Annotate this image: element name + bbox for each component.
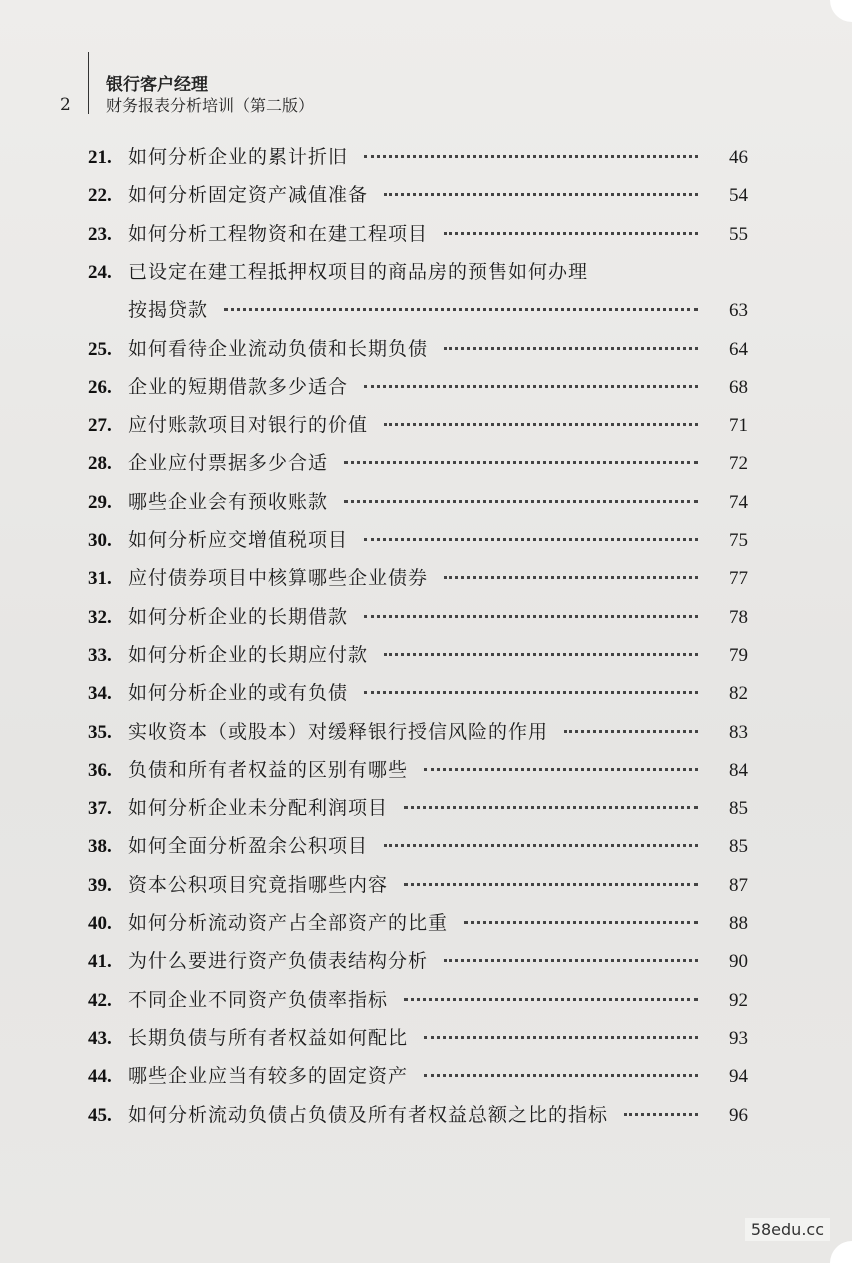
- dot-leader: [444, 345, 698, 350]
- toc-entry: [88, 219, 748, 249]
- toc-entry-number: 21.: [88, 147, 112, 168]
- toc-entry-number: 25.: [88, 338, 112, 360]
- toc-entry-number: 39.: [88, 874, 112, 896]
- toc-entry-page: 71: [729, 415, 748, 437]
- dot-leader: [344, 498, 698, 503]
- dot-leader: [404, 881, 698, 886]
- toc-entry-title-continued: 按揭贷款: [128, 299, 209, 322]
- toc-entry-number: 29.: [88, 491, 112, 513]
- toc-entry: [88, 1023, 748, 1053]
- toc-entry: [88, 602, 748, 632]
- toc-entry: [88, 448, 748, 478]
- toc-entry-number: 38.: [88, 836, 112, 858]
- toc-entry: [88, 717, 748, 747]
- dot-leader: [444, 957, 698, 962]
- book-title: 银行客户经理: [106, 75, 208, 95]
- toc-entry-title: 如何分析企业的长期借款: [128, 605, 349, 628]
- toc-entry-title: 如何分析企业的长期应付款: [128, 643, 369, 666]
- watermark: 58edu.cc: [745, 1218, 830, 1241]
- toc-entry: [88, 870, 748, 900]
- toc-entry-title: 如何分析企业未分配利润项目: [128, 797, 389, 820]
- toc-entry-title: 如何分析工程物资和在建工程项目: [128, 222, 429, 245]
- dot-leader: [344, 459, 698, 464]
- toc-entry-page: 74: [729, 491, 748, 513]
- toc-entry: [88, 563, 748, 593]
- toc-entry: [88, 755, 748, 785]
- toc-entry-page: 90: [729, 951, 748, 973]
- toc-entry-number: 28.: [88, 453, 112, 475]
- toc-entry-title: 如何全面分析盈余公积项目: [128, 835, 369, 858]
- toc-entry-title: 企业的短期借款多少适合: [128, 375, 349, 398]
- dot-leader: [384, 191, 698, 196]
- dot-leader: [424, 1034, 698, 1039]
- toc-entry-page: 85: [729, 798, 748, 820]
- toc-entry-page: 83: [729, 721, 748, 743]
- toc-entry-continuation: [88, 295, 748, 325]
- dot-leader: [464, 919, 698, 924]
- toc-entry: [88, 142, 748, 172]
- toc-entry-number: 23.: [88, 223, 112, 245]
- dot-leader: [384, 842, 698, 847]
- toc-entry: [88, 257, 748, 287]
- toc-entry-page: 87: [729, 874, 748, 896]
- toc-entry: [88, 985, 748, 1015]
- toc-entry: [88, 372, 748, 402]
- toc-entry-number: 43.: [88, 1027, 112, 1049]
- dot-leader: [404, 996, 698, 1001]
- toc-entry-number: 35.: [88, 721, 112, 743]
- toc-entry: [88, 946, 748, 976]
- toc-entry: [88, 180, 748, 210]
- toc-entry-page: 72: [729, 453, 748, 475]
- dot-leader: [444, 574, 698, 579]
- dot-leader: [404, 804, 698, 809]
- dot-leader: [424, 766, 698, 771]
- toc-entry-page: 85: [729, 836, 748, 858]
- dot-leader: [444, 230, 698, 235]
- toc-entry: [88, 908, 748, 938]
- book-subtitle: 财务报表分析培训（第二版）: [106, 96, 315, 115]
- toc-entry-title: 为什么要进行资产负债表结构分析: [128, 950, 429, 973]
- toc-entry-number: 30.: [88, 530, 112, 551]
- toc-entry-number: 34.: [88, 683, 112, 705]
- toc-entry-title: 长期负债与所有者权益如何配比: [128, 1026, 409, 1049]
- toc-entry-number: 33.: [88, 644, 112, 666]
- toc-entry-title: 如何分析固定资产减值准备: [128, 184, 369, 207]
- toc-entry-number: 40.: [88, 913, 112, 934]
- toc-entry-title: 应付债券项目中核算哪些企业债券: [128, 567, 429, 590]
- toc-entry-page: 82: [729, 683, 748, 705]
- toc-entry-page: 54: [729, 185, 748, 207]
- toc-entry-page: 68: [729, 376, 748, 398]
- dot-leader: [364, 613, 698, 618]
- toc-entry-title: 企业应付票据多少合适: [128, 452, 329, 475]
- toc-entry: [88, 525, 748, 555]
- toc-entry-title: 如何分析应交增值税项目: [128, 529, 349, 551]
- dot-leader: [424, 1072, 698, 1077]
- dot-leader: [384, 421, 698, 426]
- toc-entry-page: 77: [729, 568, 748, 590]
- dot-leader: [224, 306, 698, 311]
- toc-entry-title: 如何分析流动负债占负债及所有者权益总额之比的指标: [128, 1103, 609, 1126]
- toc-entry-number: 45.: [88, 1104, 112, 1126]
- toc-entry: [88, 487, 748, 517]
- toc-entry-number: 37.: [88, 798, 112, 820]
- toc-entry-number: 42.: [88, 989, 112, 1011]
- toc-entry-page: 55: [729, 223, 748, 245]
- toc-entry-title: 实收资本（或股本）对缓释银行授信风险的作用: [128, 720, 549, 743]
- toc-entry-number: 27.: [88, 415, 112, 437]
- toc-entry-page: 79: [729, 644, 748, 666]
- toc-entry-page: 64: [729, 338, 748, 360]
- toc-entry-number: 44.: [88, 1066, 112, 1088]
- toc-entry: [88, 1061, 748, 1091]
- page-number: 2: [60, 95, 71, 115]
- dot-leader: [564, 728, 698, 733]
- toc-entry-title: 不同企业不同资产负债率指标: [128, 988, 389, 1011]
- dot-leader: [364, 153, 698, 158]
- toc-entry-page: 92: [729, 989, 748, 1011]
- toc-entry-page: 63: [729, 300, 748, 322]
- toc-entry-title: 如何分析企业的累计折旧: [128, 146, 349, 168]
- toc-entry-number: 24.: [88, 261, 112, 283]
- dot-leader: [624, 1111, 698, 1116]
- toc-entry-title: 哪些企业会有预收账款: [128, 490, 329, 513]
- toc-entry: [88, 410, 748, 440]
- toc-entry: [88, 831, 748, 861]
- toc-entry-number: 41.: [88, 951, 112, 973]
- toc-entry: [88, 793, 748, 823]
- toc-entry-number: 36.: [88, 759, 112, 781]
- toc-entry-title: 如何分析企业的或有负债: [128, 682, 349, 705]
- toc-entry-page: 94: [729, 1066, 748, 1088]
- toc-entry-title: 如何分析流动资产占全部资产的比重: [128, 912, 449, 934]
- toc-entry: [88, 640, 748, 670]
- toc-entry-page: 93: [729, 1027, 748, 1049]
- dot-leader: [364, 536, 698, 541]
- toc-entry-title: 如何看待企业流动负债和长期负债: [128, 337, 429, 360]
- toc-entry-page: 46: [729, 147, 748, 168]
- toc-entry-title: 已设定在建工程抵押权项目的商品房的预售如何办理: [128, 260, 589, 283]
- toc-entry-page: 96: [729, 1104, 748, 1126]
- toc-entry: [88, 1100, 748, 1130]
- toc-entry-number: 31.: [88, 568, 112, 590]
- toc-entry-page: 88: [729, 913, 748, 934]
- toc-entry-page: 78: [729, 606, 748, 628]
- dot-leader: [384, 651, 698, 656]
- toc-entry-title: 哪些企业应当有较多的固定资产: [128, 1065, 409, 1088]
- toc-entry-page: 75: [729, 530, 748, 551]
- toc-entry-title: 负债和所有者权益的区别有哪些: [128, 758, 409, 781]
- dot-leader: [364, 689, 698, 694]
- toc-entry-number: 32.: [88, 606, 112, 628]
- toc-entry: [88, 334, 748, 364]
- toc-entry-title: 应付账款项目对银行的价值: [128, 414, 369, 437]
- toc-entry-page: 84: [729, 759, 748, 781]
- dot-leader: [364, 383, 698, 388]
- toc-entry-number: 22.: [88, 185, 112, 207]
- toc-entry-title: 资本公积项目究竟指哪些内容: [128, 873, 389, 896]
- toc-entry: [88, 678, 748, 708]
- toc-entry-number: 26.: [88, 376, 112, 398]
